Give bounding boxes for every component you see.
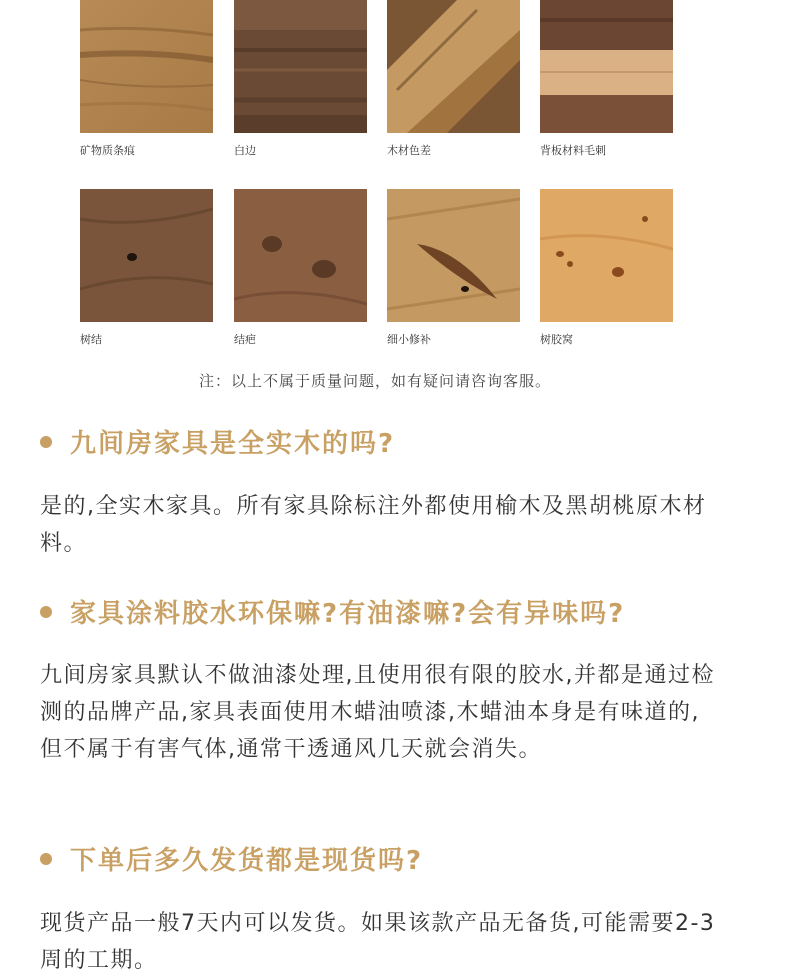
bullet-dot-icon <box>40 606 52 618</box>
sample-back-panel-burr <box>540 0 673 157</box>
sample-image <box>540 0 673 133</box>
sample-caption: 树胶窝 <box>540 333 573 346</box>
sample-caption: 细小修补 <box>387 333 431 346</box>
sample-caption: 树结 <box>80 333 102 346</box>
sample-caption: 结疤 <box>234 333 256 346</box>
sample-caption: 白边 <box>234 144 256 157</box>
quality-note: 注：以上不属于质量问题，如有疑问请咨询客服。 <box>198 372 551 390</box>
faq-question-3 <box>40 840 423 877</box>
sample-color-variation <box>387 0 520 157</box>
sample-image <box>387 189 520 322</box>
sample-caption: 背板材料毛刺 <box>540 144 606 157</box>
sample-scar <box>234 189 367 346</box>
sample-white-edge <box>234 0 367 157</box>
sample-image <box>80 0 213 133</box>
faq-answer-3: 现货产品一般7天内可以发货。如果该款产品无备货,可能需要2-3周的工期。 <box>40 911 716 973</box>
faq-question-1 <box>40 423 395 460</box>
sample-minor-repair <box>387 189 520 346</box>
question-text: 下单后多久发货都是现货吗? <box>70 846 424 876</box>
bullet-dot-icon <box>40 436 52 448</box>
sample-caption: 矿物质条痕 <box>80 144 135 157</box>
sample-mineral-streak <box>80 0 213 157</box>
sample-image <box>80 189 213 322</box>
sample-resin-pocket <box>540 189 673 346</box>
sample-caption: 木材色差 <box>387 144 431 157</box>
sample-image <box>387 0 520 133</box>
faq-question-2 <box>40 593 625 630</box>
sample-image <box>234 189 367 322</box>
sample-image <box>540 189 673 322</box>
question-text: 九间房家具是全实木的吗? <box>70 429 396 459</box>
faq-answer-2: 九间房家具默认不做油漆处理,且使用很有限的胶水,并都是通过检测的品牌产品,家具表面使用木蜡油喷漆,木蜡油本身是有味道的,但不属于有害气体,通常干透通风几天就会消失。 <box>40 663 715 762</box>
sample-knot <box>80 189 213 346</box>
bullet-dot-icon <box>40 853 52 865</box>
faq-answer-1: 是的,全实木家具。所有家具除标注外都使用榆木及黑胡桃原木材料。 <box>40 494 707 556</box>
sample-image <box>234 0 367 133</box>
question-text: 家具涂料胶水环保嘛?有油漆嘛?会有异味吗? <box>70 599 626 629</box>
